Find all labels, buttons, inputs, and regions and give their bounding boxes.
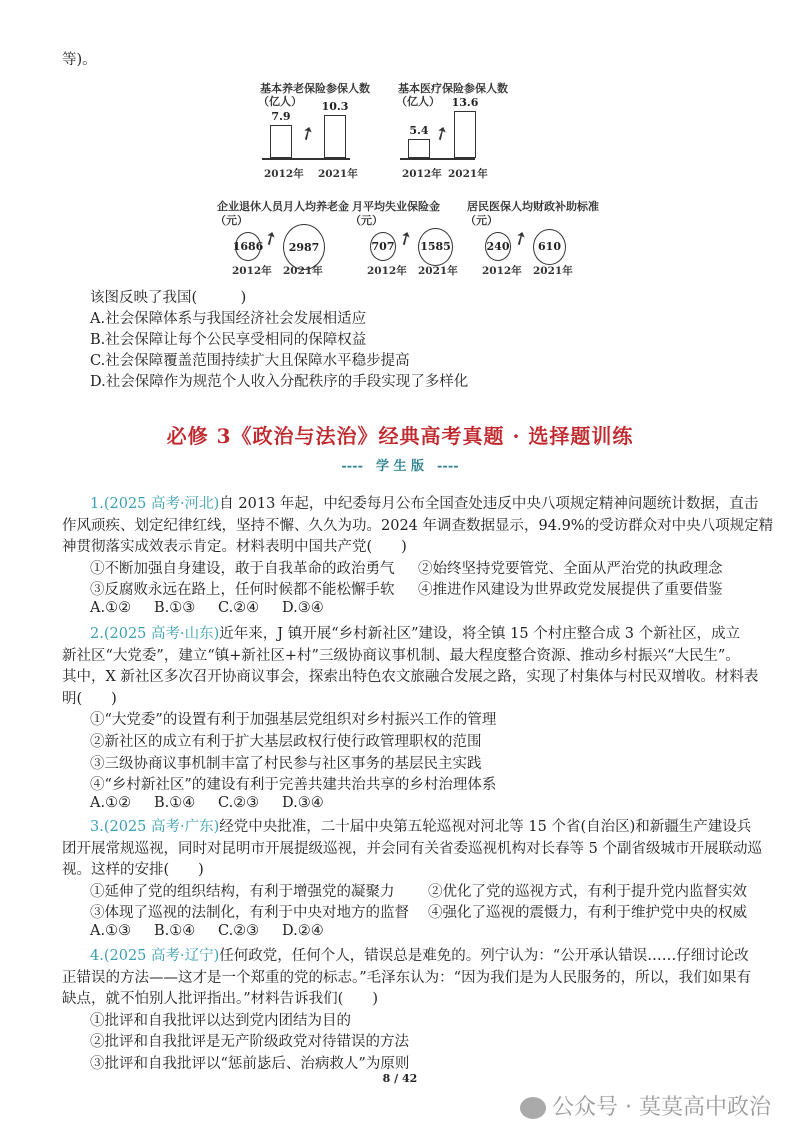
bar-value-label: 5.4 [409, 124, 429, 138]
bar [270, 125, 292, 158]
question-text: 视。这样的安排( ) [62, 862, 204, 879]
question-source: 2.(2025 高考·山东) [90, 626, 220, 642]
chart-title: 企业退休人员月人均养老金 [217, 200, 349, 213]
bar [454, 111, 476, 158]
statement-item: ②始终坚持党要管党、全面从严治党的执政理念 [418, 560, 723, 577]
prev-option-d: D.社会保障作为规范个人收入分配秩序的手段实现了多样化 [90, 374, 469, 390]
question-text: 近年来，J 镇开展“乡村新社区”建设，将全镇 15 个村庄整合成 3 个新社区，成立 [219, 626, 741, 642]
value-circle-2021: 1585 [418, 228, 453, 267]
year-label: 2012年 [232, 265, 272, 277]
year-label: 2021年 [448, 168, 488, 180]
question-text-line [90, 492, 758, 513]
question-text: 经党中央批准，二十届中央第五轮巡视对河北等 15 个省(自治区)和新疆生产建设兵 [219, 819, 752, 835]
growth-arrow-icon: ➚ [429, 120, 454, 147]
question-text-line [62, 837, 762, 858]
value-circle-2012: 240 [485, 232, 511, 261]
chart-unit: （元） [215, 214, 248, 227]
wechat-icon [520, 1097, 546, 1119]
statement-item: ①批评和自我批评以达到党内团结为目的 [90, 1012, 351, 1029]
chart-unit: （元） [465, 214, 498, 227]
statement-item: ②优化了党的巡视方式，有利于提升党内监督实效 [428, 883, 747, 900]
question-text-line [90, 944, 749, 965]
chart-unit: （亿人） [396, 95, 440, 108]
prev-option-a: A.社会保障体系与我国经济社会发展相适应 [90, 311, 367, 327]
answer-choice[interactable]: A.①③ [90, 923, 132, 939]
chart-title: 基本养老保险参保人数 [260, 82, 370, 95]
question-text: 自 2013 年起，中纪委每月公布全国查处违反中央八项规定精神问题统计数据，直击 [219, 496, 759, 512]
answer-choice[interactable]: C.②④ [218, 600, 260, 616]
answer-choice[interactable]: C.②③ [218, 923, 260, 939]
page-number: 8 / 42 [382, 1072, 418, 1085]
statement-item: ④推进作风建设为世界政党发展提供了重要借鉴 [418, 582, 723, 599]
question-text-line [62, 535, 407, 556]
watermark [520, 1090, 771, 1121]
chart-unit: （亿人） [258, 95, 302, 108]
watermark-text: 公众号 · 莫莫高中政治 [552, 1095, 771, 1120]
value-circle-2021: 2987 [283, 224, 325, 270]
year-label: 2012年 [402, 168, 442, 180]
year-label: 2021年 [318, 168, 358, 180]
question-text: 团开展常规巡视，同时对昆明市开展提级巡视，并会同有关省委巡视机构对长春等 5 个副省级城市开展联动巡 [62, 840, 762, 857]
statement-item: ④“乡村新社区”的建设有利于完善共建共治共享的乡村治理体系 [90, 777, 497, 794]
chart-unit: （元） [350, 214, 383, 227]
chart-title: 基本医疗保险参保人数 [398, 82, 508, 95]
question-text: 其中，X 新社区多次召开协商议事会，探索出特色农文旅融合发展之路，实现了村集体与村民双增收。材料表 [62, 669, 759, 686]
question-source: 1.(2025 高考·河北) [90, 496, 220, 512]
question-text: 新社区“大党委”，建立“镇+新社区+村”三级协商议事机制、最大程度整合资源、推动乡村振兴“大民生”。 [62, 647, 740, 664]
value-circle-2012: 1686 [235, 232, 261, 261]
growth-arrow-icon: ➚ [508, 225, 533, 252]
question-text: 神贯彻落实成效表示肯定。材料表明中国共产党( ) [62, 539, 407, 556]
year-label: 2021年 [283, 265, 323, 277]
question-text-line [62, 966, 751, 987]
question-text-line [62, 687, 117, 708]
answer-choice[interactable]: C.②③ [218, 794, 260, 811]
section-subtitle: ---- 学 生 版 ---- [341, 459, 459, 474]
question-text-line [90, 815, 751, 836]
chart-axis [262, 158, 350, 160]
statement-item: ①“大党委”的设置有利于加强基层党组织对乡村振兴工作的管理 [90, 712, 497, 729]
statement-item: ④强化了巡视的震慑力，有利于维护党中央的权威 [428, 905, 747, 922]
statement-item: ③三级协商议事机制丰富了村民参与社区事务的基层民主实践 [90, 755, 482, 772]
statement-item: ③批评和自我批评以“惩前毖后、治病救人”为原则 [90, 1056, 410, 1072]
question-text-line [62, 858, 204, 879]
answer-choices [90, 600, 346, 616]
question-text-line [62, 514, 773, 535]
answer-choices [90, 795, 346, 811]
growth-arrow-icon: ➚ [393, 225, 418, 252]
top-fragment: 等)。 [62, 52, 97, 68]
year-label: 2021年 [533, 265, 573, 277]
statement-item: ①不断加强自身建设，敢于自我革命的政治勇气 [90, 560, 395, 577]
section-title: 必修 3《政治与法治》经典高考真题 · 选择题训练 [166, 424, 634, 448]
value-circle-2021: 610 [533, 229, 566, 265]
question-text-line [62, 665, 758, 686]
answer-choice[interactable]: D.③④ [282, 794, 324, 811]
answer-choices [90, 923, 346, 939]
chart-title: 月平均失业保险金 [352, 200, 440, 213]
answer-choice[interactable]: B.①④ [154, 923, 196, 939]
question-text: 缺点，就不怕别人批评指出。”材料告诉我们( ) [62, 991, 378, 1008]
prev-option-c: C.社会保障覆盖范围持续扩大且保障水平稳步提高 [90, 353, 410, 369]
bar [324, 115, 346, 158]
question-text: 作风顽疾、划定纪律红线，坚持不懈、久久为功。2024 年调查数据显示，94.9%的受访群众对中央八项规定精 [62, 517, 774, 534]
year-label: 2012年 [482, 265, 522, 277]
bar-value-label: 10.3 [321, 100, 349, 114]
bar [408, 139, 430, 158]
value-circle-2012: 707 [370, 232, 396, 261]
growth-arrow-icon: ➚ [295, 120, 320, 147]
year-label: 2012年 [367, 265, 407, 277]
question-text: 任何政党，任何个人，错误总是难免的。列宁认为：“公开承认错误……仔细讨论改 [219, 948, 749, 964]
prev-option-b: B.社会保障让每个公民享受相同的保障权益 [90, 332, 367, 348]
answer-choice[interactable]: B.①③ [154, 600, 196, 616]
chart-title: 居民医保人均财政补助标准 [467, 200, 599, 213]
statement-item: ①延伸了党的组织结构，有利于增强党的凝聚力 [90, 883, 395, 900]
statement-item: ②新社区的成立有利于扩大基层政权行使行政管理职权的范围 [90, 734, 482, 750]
statement-item: ②批评和自我批评是无产阶级政党对待错误的方法 [90, 1034, 409, 1051]
statement-item: ③反腐败永远在路上，任何时候都不能松懈手软 [90, 582, 395, 599]
question-text-line [62, 644, 740, 665]
year-label: 2012年 [264, 168, 304, 180]
question-text-line [62, 987, 378, 1008]
answer-choice[interactable]: D.②④ [282, 923, 324, 939]
year-label: 2021年 [418, 265, 458, 277]
growth-arrow-icon: ➚ [258, 225, 283, 252]
question-text-line [90, 622, 740, 643]
bar-value-label: 13.6 [451, 96, 479, 110]
statement-item: ③体现了巡视的法制化，有利于中央对地方的监督 [90, 905, 409, 922]
question-text: 明( ) [62, 690, 117, 707]
question-source: 3.(2025 高考·广东) [90, 819, 220, 835]
chart-axis [400, 158, 475, 160]
answer-choice[interactable]: B.①④ [154, 794, 196, 811]
answer-choice[interactable]: D.③④ [282, 600, 324, 616]
question-text: 正错误的方法——这才是一个郑重的党的标志。”毛泽东认为：“因为我们是为人民服务的，所以，我们如果有 [62, 969, 752, 986]
question-source: 4.(2025 高考·辽宁) [90, 948, 220, 964]
prev-question-stem: 该图反映了我国( ) [90, 290, 247, 306]
answer-choice[interactable]: A.①② [90, 794, 132, 811]
answer-choice[interactable]: A.①② [90, 600, 132, 616]
bar-value-label: 7.9 [271, 110, 291, 124]
